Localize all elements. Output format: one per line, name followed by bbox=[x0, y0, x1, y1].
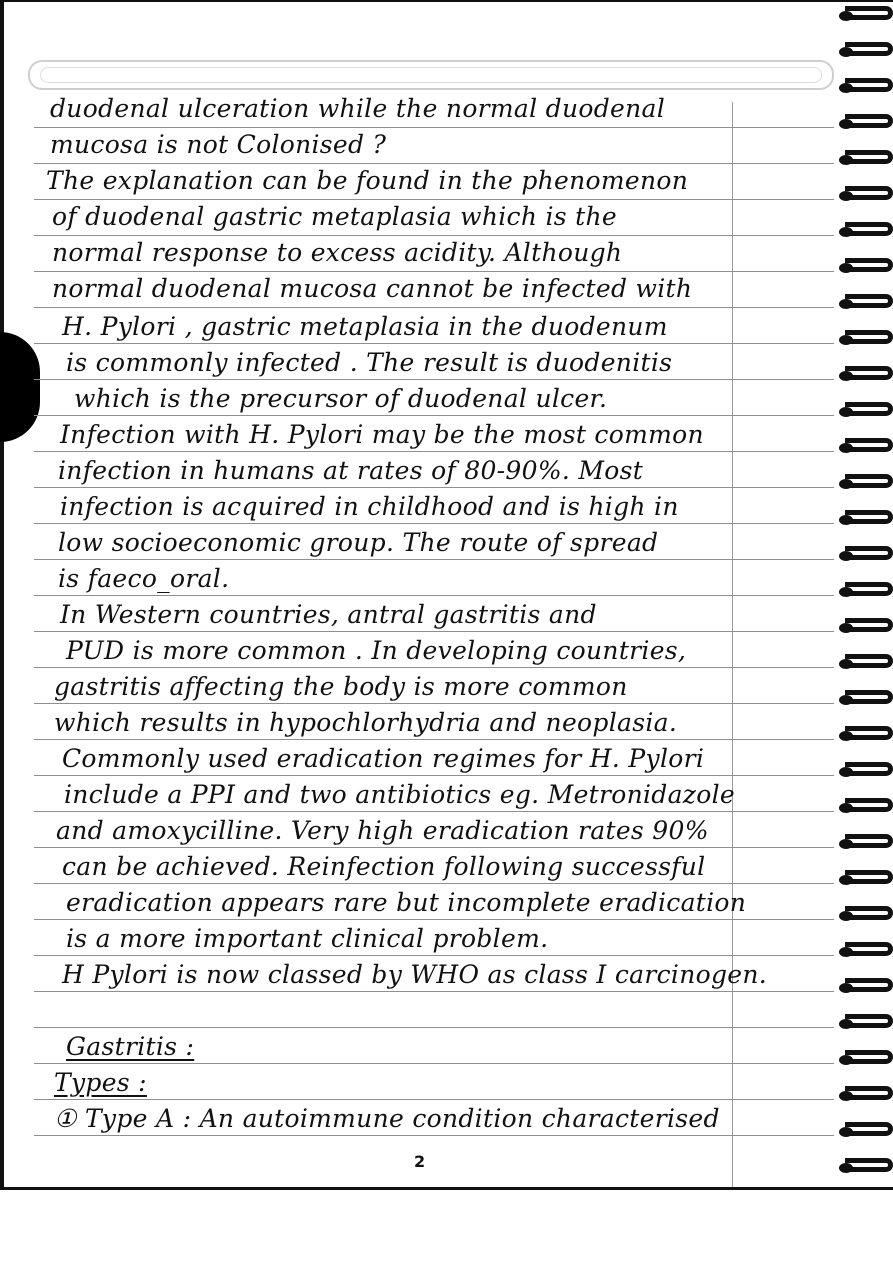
text-line: The explanation can be found in the phenomenon bbox=[46, 166, 689, 195]
text-line: is a more important clinical problem. bbox=[66, 924, 549, 953]
subsection-heading: Types : bbox=[54, 1068, 147, 1097]
text-line: In Western countries, antral gastritis and bbox=[60, 600, 597, 629]
spiral-binding bbox=[833, 0, 893, 1190]
text-line: PUD is more common . In developing countries, bbox=[66, 636, 687, 665]
text-line: normal duodenal mucosa cannot be infected with bbox=[52, 274, 693, 303]
text-line: H Pylori is now classed by WHO as class I carcinogen. bbox=[62, 960, 767, 989]
text-line: infection is acquired in childhood and is high in bbox=[60, 492, 679, 521]
text-line: Commonly used eradication regimes for H. Pylori bbox=[62, 744, 705, 773]
text-line: mucosa is not Colonised ? bbox=[50, 130, 387, 159]
text-line: can be achieved. Reinfection following successful bbox=[62, 852, 706, 881]
text-line: normal response to excess acidity. Although bbox=[52, 238, 623, 267]
text-line: ① Type A : An autoimmune condition characterised bbox=[54, 1104, 720, 1133]
text-line: of duodenal gastric metaplasia which is the bbox=[52, 202, 618, 231]
text-line: Infection with H. Pylori may be the most common bbox=[60, 420, 704, 449]
text-line: which results in hypochlorhydria and neoplasia. bbox=[54, 708, 678, 737]
page-header-band bbox=[28, 60, 834, 90]
text-line: include a PPI and two antibiotics eg. Metronidazole bbox=[64, 780, 736, 809]
text-line: and amoxycilline. Very high eradication rates 90% bbox=[56, 816, 709, 845]
right-margin-line bbox=[732, 102, 733, 1187]
text-line: which is the precursor of duodenal ulcer. bbox=[74, 384, 608, 413]
page-number: 2 bbox=[414, 1152, 426, 1171]
text-line: is commonly infected . The result is duodenitis bbox=[66, 348, 673, 377]
text-line: H. Pylori , gastric metaplasia in the duodenum bbox=[62, 312, 668, 341]
text-line: duodenal ulceration while the normal duodenal bbox=[50, 94, 666, 123]
text-line: gastritis affecting the body is more common bbox=[54, 672, 628, 701]
text-line: infection in humans at rates of 80-90%. Most bbox=[58, 456, 644, 485]
text-line: eradication appears rare but incomplete eradication bbox=[66, 888, 747, 917]
text-line: low socioeconomic group. The route of spread bbox=[58, 528, 659, 557]
section-heading: Gastritis : bbox=[66, 1032, 195, 1061]
binder-hole bbox=[0, 332, 40, 442]
text-line: is faeco_oral. bbox=[58, 564, 230, 593]
